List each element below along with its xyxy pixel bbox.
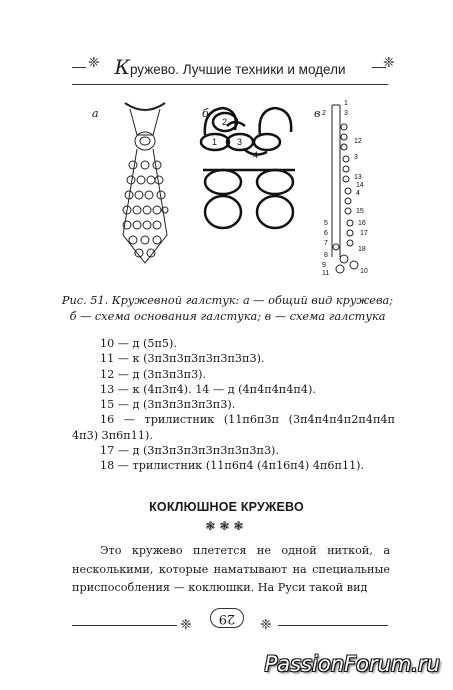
figure-caption (45, 293, 410, 325)
step-17: 17 — д (3п3п3п3п3п3п3п3п3). (100, 444, 279, 458)
caption-line-1: Рис. 51. Кружевной галстук: а — общий вид кружева; (61, 294, 394, 307)
scheme-v-number-6: 6 (324, 230, 328, 237)
step-10: 10 — д (5п5). (100, 337, 177, 350)
scheme-v-number-9: 9 (322, 262, 326, 269)
scheme-v-number-7: 7 (324, 240, 328, 247)
header-rule-left (72, 67, 86, 68)
pattern-steps (72, 336, 402, 474)
scheme-v-number-4: 4 (356, 190, 360, 197)
scheme-v-number-14: 14 (356, 182, 364, 189)
scheme-b-number-2: 2 (222, 117, 228, 127)
step-12: 12 — д (3п3п3п3). (100, 367, 207, 381)
scheme-v-number-15: 15 (356, 208, 364, 215)
header-flourish-left-icon: ❈ (88, 55, 100, 71)
scheme-v-number-18: 18 (358, 246, 366, 253)
step-18: 18 — трилистник (11п6п4 (4п16п4) 4п6п11). (100, 459, 365, 473)
step-15: 15 — д (3п3п3п3п3п3). (100, 398, 236, 412)
body-paragraph: Это кружево плетется не одной ниткой, а несколькими, которые наматывают на специальные приспособления — коклюшки. На Руси такой вид (72, 544, 390, 594)
site-watermark: PassionForum.ru (264, 652, 440, 676)
footer-flourish-left-icon: ❈ (180, 617, 192, 633)
running-header-title (90, 55, 370, 79)
scheme-v-number-16: 16 (358, 220, 366, 227)
lace-tie-illustration (95, 95, 195, 270)
scheme-v-number-11: 11 (322, 270, 330, 277)
figure-label-a: а (92, 107, 99, 120)
step-16: 16 — трилистник (11п6п3п (3п4п4п4п2п4п4п (100, 413, 395, 427)
scheme-v-number-10: 10 (360, 268, 368, 275)
header-title-text: ружево. Лучшие техники и модели (129, 62, 346, 77)
scheme-v-number-13: 13 (354, 174, 362, 181)
step-11: 11 — к (3п3п3п3п3п3п3п3). (100, 352, 265, 366)
header-title-initial: К (114, 55, 130, 79)
footer-rule-right (278, 625, 388, 626)
scheme-v-number-1: 1 (344, 100, 348, 107)
scheme-b-number-4: 4 (253, 150, 259, 160)
body-text (72, 542, 390, 598)
scheme-b-number-1: 1 (212, 137, 218, 147)
scheme-v-number-5: 5 (324, 220, 328, 227)
scheme-v-number-8: 8 (324, 252, 328, 259)
scheme-b-number-3: 3 (237, 137, 243, 147)
step-16-continued: 4п3) 3п6п11). (72, 428, 153, 442)
scheme-v-number-17: 17 (360, 230, 368, 237)
scheme-v-number-2: 2 (322, 110, 326, 117)
caption-line-2: б — схема основания галстука; в — схема галстука (69, 310, 386, 323)
scheme-v-number-3b: 3 (354, 154, 358, 161)
tie-base-scheme (195, 100, 305, 235)
figure-label-b: б (202, 107, 209, 120)
tie-full-scheme (320, 97, 380, 282)
scheme-v-number-3: 3 (344, 110, 348, 117)
figure-51 (0, 95, 453, 280)
header-flourish-right-icon: ❈ (383, 55, 395, 71)
step-13-14: 13 — к (4п3п4). 14 — д (4п4п4п4п4). (100, 382, 316, 396)
figure-label-v: в (314, 107, 321, 120)
section-ornament-icon: ❃❃❃ (205, 519, 248, 533)
footer-flourish-right-icon: ❈ (260, 617, 272, 633)
header-underline (72, 84, 388, 85)
page-number: 29 (210, 608, 244, 628)
section-title: КОКЛЮШНОЕ КРУЖЕВО (149, 500, 304, 514)
footer-rule-left (72, 625, 177, 626)
scheme-v-number-12: 12 (354, 138, 362, 145)
